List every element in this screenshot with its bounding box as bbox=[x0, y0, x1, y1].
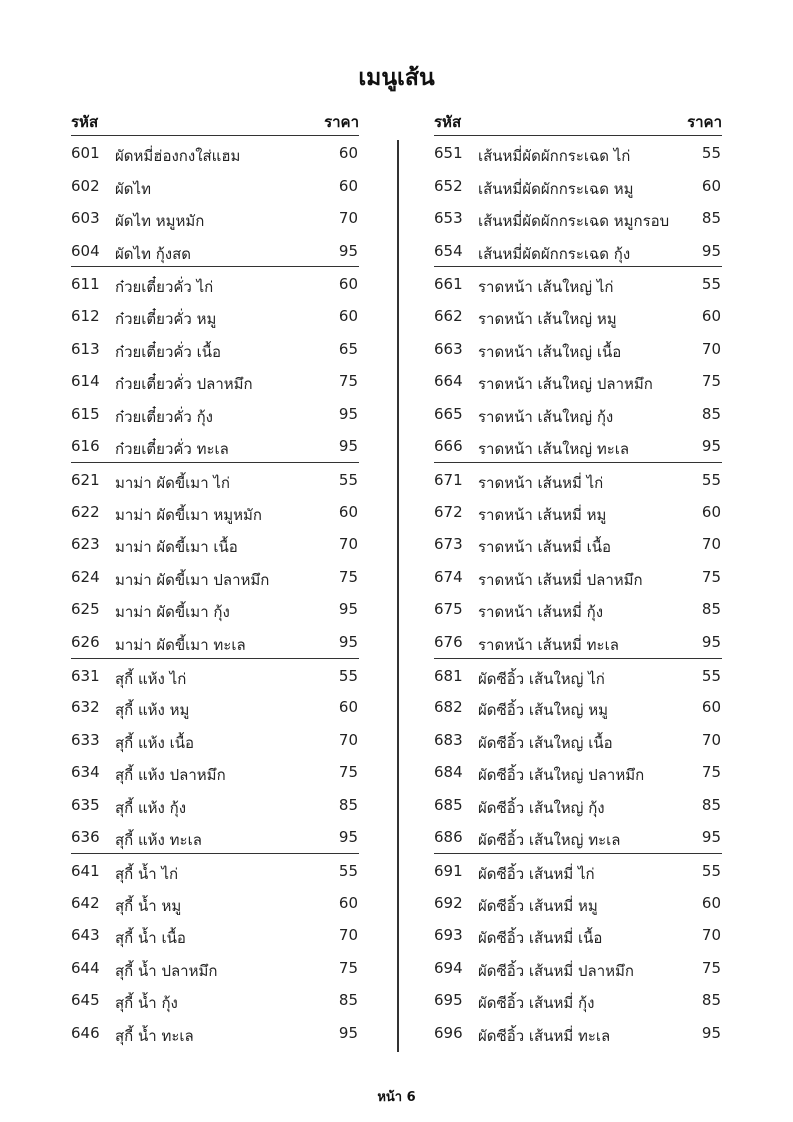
menu-item-code: 681 bbox=[434, 666, 463, 685]
menu-row bbox=[71, 690, 359, 723]
menu-row bbox=[71, 136, 359, 169]
menu-row bbox=[434, 820, 722, 853]
menu-row bbox=[434, 788, 722, 821]
menu-item-name: มาม่า ผัดขี้เมา หมูหมัก bbox=[115, 505, 263, 524]
menu-item-code: 601 bbox=[71, 144, 100, 162]
menu-item-name: สุกี้ น้ำ ปลาหมึก bbox=[115, 961, 218, 980]
column-header bbox=[434, 106, 722, 136]
menu-item-price: 60 bbox=[338, 502, 358, 521]
menu-item-price: 60 bbox=[701, 502, 721, 521]
menu-item-code: 651 bbox=[434, 144, 463, 162]
menu-item-name: ผัดซีอิ้ว เส้นหมี่ ทะเล bbox=[478, 1027, 611, 1046]
menu-item-name: ราดหน้า เส้นใหญ่ ทะเล bbox=[478, 440, 630, 459]
menu-item-name: ราดหน้า เส้นใหญ่ หมู bbox=[478, 309, 617, 328]
menu-item-code: 604 bbox=[71, 241, 100, 260]
menu-row bbox=[434, 690, 722, 723]
menu-item-name: ผัดซีอิ้ว เส้นหมี่ ไก่ bbox=[478, 865, 595, 884]
menu-row bbox=[434, 886, 722, 919]
menu-row bbox=[71, 755, 359, 788]
menu-item-price: 55 bbox=[701, 666, 721, 685]
menu-item-code: 664 bbox=[434, 372, 463, 391]
menu-item-code: 666 bbox=[434, 437, 463, 456]
menu-item-name: ราดหน้า เส้นใหญ่ กุ้ง bbox=[478, 407, 614, 426]
menu-item-name: สุกี้ แห้ง กุ้ง bbox=[115, 798, 187, 817]
menu-item-price: 55 bbox=[338, 862, 358, 881]
menu-item-code: 693 bbox=[434, 926, 463, 945]
menu-item-code: 634 bbox=[71, 763, 100, 782]
menu-item-name: สุกี้ น้ำ เนื้อ bbox=[115, 929, 186, 948]
menu-item-name: ราดหน้า เส้นหมี่ หมู bbox=[478, 505, 607, 524]
menu-item-name: สุกี้ น้ำ ทะเล bbox=[115, 1027, 194, 1046]
menu-row bbox=[71, 592, 359, 625]
menu-item-name: ผัดหมี่ฮ่องกงใส่แฮม bbox=[115, 147, 241, 165]
menu-column-left bbox=[71, 106, 359, 1049]
menu-row bbox=[71, 886, 359, 919]
menu-row bbox=[434, 429, 722, 462]
menu-item-price: 95 bbox=[338, 600, 358, 619]
menu-row bbox=[434, 560, 722, 593]
menu-row bbox=[71, 462, 359, 495]
menu-item-code: 613 bbox=[71, 339, 100, 358]
menu-item-name: ราดหน้า เส้นใหญ่ ไก่ bbox=[478, 278, 614, 297]
menu-row bbox=[71, 299, 359, 332]
menu-item-name: มาม่า ผัดขี้เมา เนื้อ bbox=[115, 538, 238, 557]
menu-item-code: 635 bbox=[71, 795, 100, 814]
menu-item-name: สุกี้ แห้ง เนื้อ bbox=[115, 733, 195, 752]
menu-item-price: 95 bbox=[701, 1024, 721, 1043]
menu-item-price: 75 bbox=[338, 372, 358, 391]
menu-item-name: ราดหน้า เส้นใหญ่ เนื้อ bbox=[478, 342, 622, 361]
menu-item-code: 626 bbox=[71, 632, 100, 651]
menu-item-code: 621 bbox=[71, 470, 100, 489]
menu-item-price: 55 bbox=[701, 144, 721, 162]
menu-item-name: ราดหน้า เส้นหมี่ เนื้อ bbox=[478, 538, 612, 557]
menu-item-name: ก๋วยเตี๋ยวคั่ว เนื้อ bbox=[115, 342, 221, 361]
menu-item-price: 55 bbox=[701, 275, 721, 294]
menu-item-code: 602 bbox=[71, 176, 100, 195]
menu-item-price: 70 bbox=[338, 209, 358, 228]
menu-item-price: 60 bbox=[701, 306, 721, 325]
menu-item-price: 70 bbox=[701, 339, 721, 358]
menu-row bbox=[71, 397, 359, 430]
menu-item-name: มาม่า ผัดขี้เมา กุ้ง bbox=[115, 603, 230, 622]
menu-item-price: 55 bbox=[701, 470, 721, 489]
menu-item-price: 70 bbox=[701, 535, 721, 554]
menu-item-code: 682 bbox=[434, 698, 463, 717]
menu-item-price: 95 bbox=[338, 404, 358, 423]
menu-item-code: 615 bbox=[71, 404, 100, 423]
menu-item-price: 60 bbox=[338, 275, 358, 294]
menu-list-left bbox=[71, 136, 359, 1049]
menu-row bbox=[71, 853, 359, 886]
menu-row bbox=[434, 495, 722, 528]
menu-row bbox=[434, 983, 722, 1016]
page-number: หน้า 6 bbox=[377, 1090, 416, 1105]
menu-row bbox=[434, 169, 722, 202]
menu-row bbox=[434, 299, 722, 332]
menu-row bbox=[434, 234, 722, 267]
menu-item-code: 661 bbox=[434, 275, 463, 294]
menu-item-price: 65 bbox=[338, 339, 358, 358]
menu-row bbox=[71, 951, 359, 984]
menu-item-price: 95 bbox=[701, 632, 721, 651]
menu-row bbox=[434, 527, 722, 560]
menu-item-name: สุกี้ น้ำ ไก่ bbox=[115, 865, 179, 884]
menu-item-name: ราดหน้า เส้นหมี่ ปลาหมึก bbox=[478, 570, 643, 589]
menu-item-price: 60 bbox=[338, 144, 358, 162]
menu-item-code: 611 bbox=[71, 275, 100, 294]
menu-item-name: ก๋วยเตี๋ยวคั่ว ไก่ bbox=[115, 278, 214, 297]
menu-row bbox=[71, 169, 359, 202]
menu-item-price: 95 bbox=[701, 241, 721, 260]
menu-row bbox=[71, 560, 359, 593]
menu-item-name: ราดหน้า เส้นหมี่ ไก่ bbox=[478, 473, 604, 492]
menu-item-code: 671 bbox=[434, 470, 463, 489]
menu-item-price: 70 bbox=[338, 926, 358, 945]
menu-row bbox=[434, 332, 722, 365]
menu-item-name: สุกี้ แห้ง ไก่ bbox=[115, 669, 187, 688]
menu-item-price: 55 bbox=[701, 862, 721, 881]
menu-item-name: ผัดซีอิ้ว เส้นหมี่ ปลาหมึก bbox=[478, 961, 634, 980]
menu-item-code: 676 bbox=[434, 632, 463, 651]
menu-row bbox=[71, 658, 359, 691]
menu-row bbox=[434, 397, 722, 430]
menu-item-code: 645 bbox=[71, 991, 100, 1010]
menu-row bbox=[434, 723, 722, 756]
menu-item-price: 60 bbox=[338, 306, 358, 325]
menu-item-name: ผัดซีอิ้ว เส้นใหญ่ หมู bbox=[478, 701, 608, 720]
menu-item-price: 95 bbox=[338, 828, 358, 847]
menu-item-name: เส้นหมี่ผัดผักกระเฉด กุ้ง bbox=[478, 244, 631, 263]
menu-row bbox=[434, 136, 722, 169]
menu-item-price: 70 bbox=[338, 730, 358, 749]
menu-item-code: 624 bbox=[71, 567, 100, 586]
menu-item-name: สุกี้ แห้ง ทะเล bbox=[115, 831, 202, 850]
menu-item-name: ผัดซีอิ้ว เส้นใหญ่ ไก่ bbox=[478, 669, 605, 688]
menu-item-code: 642 bbox=[71, 893, 100, 912]
menu-item-price: 55 bbox=[338, 666, 358, 685]
menu-item-name: สุกี้ น้ำ กุ้ง bbox=[115, 994, 178, 1013]
menu-item-name: ก๋วยเตี๋ยวคั่ว กุ้ง bbox=[115, 407, 214, 426]
menu-item-name: ผัดซีอิ้ว เส้นใหญ่ เนื้อ bbox=[478, 733, 613, 752]
menu-item-name: ผัดซีอิ้ว เส้นหมี่ เนื้อ bbox=[478, 929, 603, 948]
menu-item-name: ผัดไท bbox=[115, 179, 151, 198]
menu-item-code: 692 bbox=[434, 893, 463, 912]
menu-item-code: 665 bbox=[434, 404, 463, 423]
menu-row bbox=[71, 625, 359, 658]
menu-item-name: สุกี้ น้ำ หมู bbox=[115, 896, 182, 915]
menu-row bbox=[434, 658, 722, 691]
menu-item-name: ก๋วยเตี๋ยวคั่ว ทะเล bbox=[115, 440, 229, 459]
menu-item-price: 60 bbox=[701, 893, 721, 912]
menu-item-name: ผัดซีอิ้ว เส้นใหญ่ ปลาหมึก bbox=[478, 766, 645, 785]
menu-item-code: 694 bbox=[434, 958, 463, 977]
menu-item-code: 646 bbox=[71, 1024, 100, 1043]
menu-item-code: 603 bbox=[71, 209, 100, 228]
menu-item-name: ผัดซีอิ้ว เส้นใหญ่ กุ้ง bbox=[478, 798, 605, 817]
menu-row bbox=[71, 1016, 359, 1049]
menu-row bbox=[434, 755, 722, 788]
menu-item-price: 75 bbox=[338, 567, 358, 586]
menu-item-name: สุกี้ แห้ง ปลาหมึก bbox=[115, 766, 226, 785]
menu-row bbox=[71, 332, 359, 365]
menu-item-price: 95 bbox=[338, 241, 358, 260]
menu-item-code: 686 bbox=[434, 828, 463, 847]
menu-item-name: ผัดซีอิ้ว เส้นหมี่ กุ้ง bbox=[478, 994, 595, 1013]
menu-item-code: 616 bbox=[71, 437, 100, 456]
menu-item-code: 653 bbox=[434, 209, 463, 228]
menu-item-code: 672 bbox=[434, 502, 463, 521]
menu-item-code: 685 bbox=[434, 795, 463, 814]
menu-item-code: 662 bbox=[434, 306, 463, 325]
menu-item-code: 674 bbox=[434, 567, 463, 586]
column-header bbox=[71, 106, 359, 136]
menu-item-name: ก๋วยเตี๋ยวคั่ว ปลาหมึก bbox=[115, 375, 253, 394]
menu-item-price: 95 bbox=[338, 632, 358, 651]
menu-row bbox=[434, 625, 722, 658]
menu-row bbox=[71, 788, 359, 821]
menu-item-code: 644 bbox=[71, 958, 100, 977]
menu-item-name: ผัดไท หมูหมัก bbox=[115, 212, 205, 231]
menu-item-code: 684 bbox=[434, 763, 463, 782]
menu-item-price: 55 bbox=[338, 470, 358, 489]
menu-item-price: 95 bbox=[701, 828, 721, 847]
menu-row bbox=[71, 266, 359, 299]
menu-item-code: 673 bbox=[434, 535, 463, 554]
code-header: รหัส bbox=[434, 113, 462, 131]
menu-item-name: ราดหน้า เส้นใหญ่ ปลาหมึก bbox=[478, 375, 653, 394]
menu-item-code: 675 bbox=[434, 600, 463, 619]
menu-item-code: 643 bbox=[71, 926, 100, 945]
menu-row bbox=[434, 364, 722, 397]
menu-item-name: ก๋วยเตี๋ยวคั่ว หมู bbox=[115, 309, 217, 328]
menu-item-name: สุกี้ แห้ง หมู bbox=[115, 701, 190, 720]
menu-row bbox=[434, 951, 722, 984]
menu-item-code: 622 bbox=[71, 502, 100, 521]
menu-row bbox=[71, 429, 359, 462]
menu-item-code: 636 bbox=[71, 828, 100, 847]
menu-row bbox=[71, 364, 359, 397]
menu-item-code: 625 bbox=[71, 600, 100, 619]
menu-item-name: มาม่า ผัดขี้เมา ไก่ bbox=[115, 473, 231, 492]
code-header: รหัส bbox=[71, 113, 99, 131]
menu-item-name: มาม่า ผัดขี้เมา ปลาหมึก bbox=[115, 570, 270, 589]
menu-row bbox=[434, 462, 722, 495]
menu-item-price: 75 bbox=[701, 958, 721, 977]
menu-item-price: 60 bbox=[338, 893, 358, 912]
menu-item-code: 691 bbox=[434, 862, 463, 881]
menu-item-code: 641 bbox=[71, 862, 100, 881]
menu-row bbox=[71, 234, 359, 267]
menu-item-name: ราดหน้า เส้นหมี่ กุ้ง bbox=[478, 603, 604, 622]
menu-item-price: 75 bbox=[701, 372, 721, 391]
menu-row bbox=[71, 918, 359, 951]
menu-row bbox=[434, 918, 722, 951]
menu-item-code: 631 bbox=[71, 666, 100, 685]
menu-item-name: ราดหน้า เส้นหมี่ ทะเล bbox=[478, 635, 619, 654]
menu-item-code: 623 bbox=[71, 535, 100, 554]
menu-row bbox=[71, 723, 359, 756]
menu-item-price: 85 bbox=[701, 404, 721, 423]
menu-item-price: 85 bbox=[338, 795, 358, 814]
price-header: ราคา bbox=[687, 113, 722, 131]
menu-item-price: 95 bbox=[338, 437, 358, 456]
menu-item-price: 75 bbox=[338, 958, 358, 977]
menu-item-price: 95 bbox=[701, 437, 721, 456]
menu-item-code: 652 bbox=[434, 176, 463, 195]
menu-item-price: 75 bbox=[701, 763, 721, 782]
menu-item-price: 75 bbox=[701, 567, 721, 586]
menu-row bbox=[434, 853, 722, 886]
menu-item-price: 75 bbox=[338, 763, 358, 782]
menu-item-price: 85 bbox=[701, 991, 721, 1010]
menu-item-price: 70 bbox=[338, 535, 358, 554]
menu-item-code: 683 bbox=[434, 730, 463, 749]
menu-row bbox=[71, 983, 359, 1016]
menu-item-name: ผัดไท กุ้งสด bbox=[115, 244, 192, 263]
menu-item-price: 85 bbox=[701, 600, 721, 619]
menu-item-code: 663 bbox=[434, 339, 463, 358]
menu-item-name: เส้นหมี่ผัดผักกระเฉด หมู bbox=[478, 179, 634, 198]
menu-item-code: 695 bbox=[434, 991, 463, 1010]
menu-item-code: 696 bbox=[434, 1024, 463, 1043]
menu-item-price: 60 bbox=[701, 698, 721, 717]
menu-item-name: เส้นหมี่ผัดผักกระเฉด ไก่ bbox=[478, 147, 631, 165]
column-divider bbox=[397, 140, 399, 1052]
menu-row bbox=[71, 201, 359, 234]
menu-row bbox=[71, 495, 359, 528]
menu-item-name: ผัดซีอิ้ว เส้นหมี่ หมู bbox=[478, 896, 598, 915]
menu-item-code: 654 bbox=[434, 241, 463, 260]
menu-item-price: 60 bbox=[701, 176, 721, 195]
menu-item-price: 95 bbox=[338, 1024, 358, 1043]
menu-item-price: 85 bbox=[701, 795, 721, 814]
price-header: ราคา bbox=[324, 113, 359, 131]
menu-item-price: 85 bbox=[338, 991, 358, 1010]
menu-row bbox=[434, 1016, 722, 1049]
menu-item-name: เส้นหมี่ผัดผักกระเฉด หมูกรอบ bbox=[478, 212, 670, 231]
menu-row bbox=[71, 527, 359, 560]
menu-row bbox=[434, 201, 722, 234]
menu-item-price: 85 bbox=[701, 209, 721, 228]
menu-item-price: 70 bbox=[701, 730, 721, 749]
menu-item-code: 632 bbox=[71, 698, 100, 717]
menu-item-price: 70 bbox=[701, 926, 721, 945]
menu-list-right bbox=[434, 136, 722, 1049]
menu-item-name: มาม่า ผัดขี้เมา ทะเล bbox=[115, 635, 246, 654]
menu-item-name: ผัดซีอิ้ว เส้นใหญ่ ทะเล bbox=[478, 831, 621, 850]
menu-item-price: 60 bbox=[338, 176, 358, 195]
menu-item-code: 612 bbox=[71, 306, 100, 325]
menu-item-code: 633 bbox=[71, 730, 100, 749]
menu-item-price: 60 bbox=[338, 698, 358, 717]
menu-item-code: 614 bbox=[71, 372, 100, 391]
page-title: เมนูเส้น bbox=[358, 65, 435, 91]
menu-row bbox=[434, 592, 722, 625]
menu-row bbox=[71, 820, 359, 853]
menu-row bbox=[434, 266, 722, 299]
menu-column-right bbox=[434, 106, 722, 1049]
